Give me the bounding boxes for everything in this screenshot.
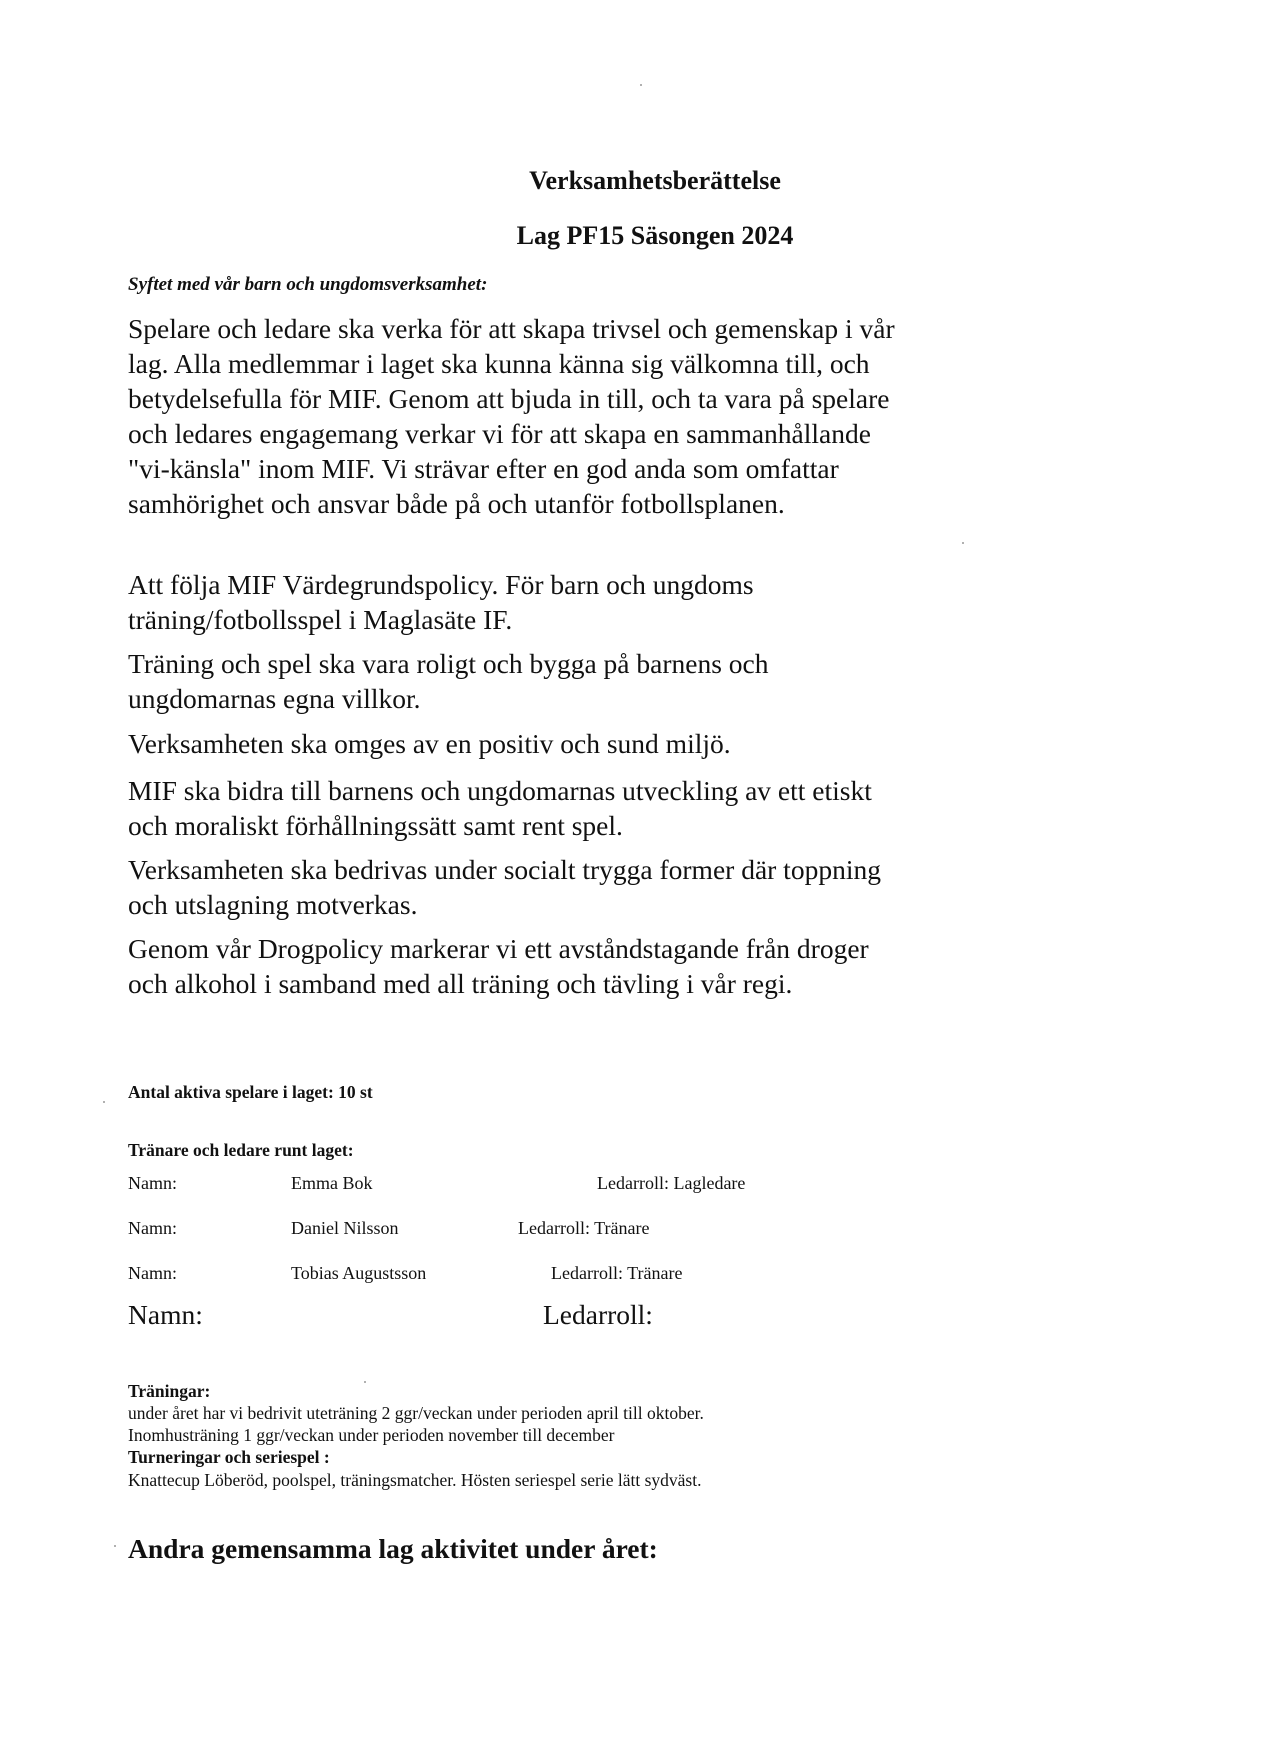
leader-name-label: Namn: <box>128 1173 177 1193</box>
scan-speck <box>962 542 964 544</box>
scan-speck <box>640 84 642 86</box>
scan-speck <box>364 1381 366 1383</box>
leader-role: Ledarroll: Tränare <box>551 1263 683 1283</box>
purpose-heading: Syftet med vår barn och ungdomsverksamhet: <box>128 274 488 295</box>
purpose-paragraph: Att följa MIF Värdegrundspolicy. För barn och ungdoms träning/fotbollsspel i Maglasäte IF. <box>128 569 754 635</box>
leaders-heading: Tränare och ledare runt laget: <box>128 1140 354 1160</box>
blank-leader-role-label: Ledarroll: <box>543 1299 653 1330</box>
scan-speck <box>114 1545 116 1547</box>
blank-leader-name-label: Namn: <box>128 1299 203 1330</box>
leader-role: Ledarroll: Lagledare <box>597 1173 746 1193</box>
purpose-paragraph: Verksamheten ska bedrivas under socialt trygga former där toppning och utslagning motverkas. <box>128 854 881 920</box>
trainings-heading: Träningar: <box>128 1381 211 1401</box>
leader-name-label: Namn: <box>128 1263 177 1283</box>
trainings-line: Inomhusträning 1 ggr/veckan under perioden november till december <box>128 1425 615 1445</box>
tournaments-heading: Turneringar och seriespel : <box>128 1447 330 1467</box>
scan-speck <box>103 1101 105 1103</box>
purpose-paragraph: Träning och spel ska vara roligt och bygga på barnens och ungdomarnas egna villkor. <box>128 648 769 714</box>
trainings-line: under året har vi bedrivit uteträning 2 ggr/veckan under perioden april till oktober. <box>128 1403 704 1423</box>
leader-name: Daniel Nilsson <box>291 1218 399 1238</box>
document-title: Verksamhetsberättelse <box>529 166 781 195</box>
document-subtitle: Lag PF15 Säsongen 2024 <box>516 221 794 250</box>
active-players-count: Antal aktiva spelare i laget: 10 st <box>128 1082 373 1102</box>
purpose-paragraph: MIF ska bidra till barnens och ungdomarnas utveckling av ett etiskt och moraliskt förhållningssätt samt rent spel. <box>128 775 872 841</box>
tournaments-text: Knattecup Löberöd, poolspel, träningsmatcher. Hösten seriespel serie lätt sydväst. <box>128 1470 702 1490</box>
leader-name: Emma Bok <box>291 1173 373 1193</box>
leader-name: Tobias Augustsson <box>291 1263 427 1283</box>
leader-role: Ledarroll: Tränare <box>518 1218 650 1238</box>
purpose-paragraph: Genom vår Drogpolicy markerar vi ett avståndstagande från droger och alkohol i samband med all träning och tävling i vår regi. <box>128 933 869 999</box>
leader-name-label: Namn: <box>128 1218 177 1238</box>
other-activities-heading: Andra gemensamma lag aktivitet under året: <box>128 1533 658 1564</box>
purpose-paragraph: Verksamheten ska omges av en positiv och sund miljö. <box>128 728 731 759</box>
purpose-paragraph: Spelare och ledare ska verka för att skapa trivsel och gemenskap i vår lag. Alla medlemmar i laget ska kunna känna sig välkomna till, och betydelsefulla för MIF. Genom att bjuda in till, och ta vara på spelare och ledares engagemang verkar vi för att skapa en sammanhållande "vi-känsla" inom MIF. Vi strävar efter en god anda som omfattar samhörighet och ansvar både på och utanför fotbollsplanen. <box>128 313 895 519</box>
